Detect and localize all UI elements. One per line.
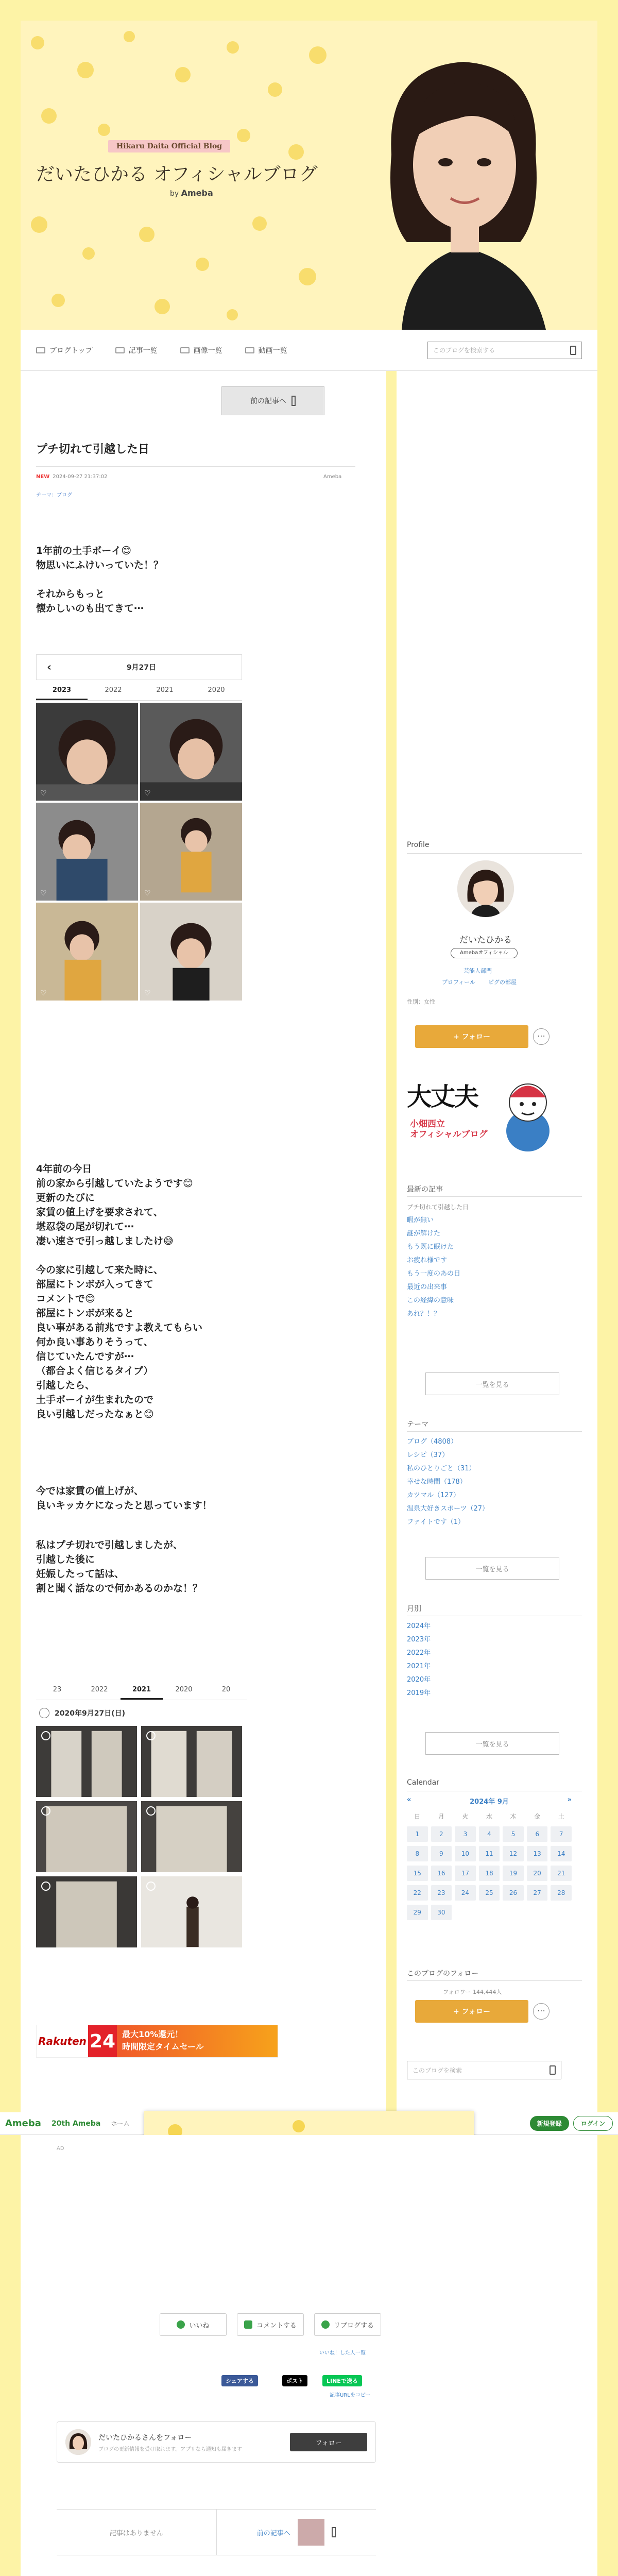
heart-icon[interactable]: ♡ — [144, 989, 151, 997]
copy-url-link[interactable]: 記事URLをコピー — [330, 2393, 371, 2398]
recent-entry-link[interactable]: もう一度のあの日 — [407, 1270, 461, 1278]
calendar-day[interactable]: 2 — [431, 1826, 452, 1842]
video-icon — [245, 347, 254, 353]
calendar-prev[interactable]: « — [407, 1796, 411, 1804]
nav-blog-top[interactable]: ブログトップ — [36, 345, 93, 355]
follow-blog-heading: このブログのフォロー — [407, 1970, 479, 1978]
calendar-day[interactable]: 1 — [407, 1826, 428, 1842]
nav-video-list[interactable]: 動画一覧 — [245, 345, 287, 355]
theme-link[interactable]: カツマル（127） — [407, 1492, 460, 1499]
memory-photo[interactable] — [140, 703, 242, 801]
weekday-label: 月 — [431, 1811, 452, 1822]
blog-by-ameba: by Ameba — [170, 188, 213, 198]
calendar-day[interactable]: 8 — [407, 1846, 428, 1861]
memory-photo[interactable] — [141, 1726, 242, 1797]
avatar[interactable] — [457, 860, 514, 917]
year-tab[interactable]: 2023 — [36, 680, 88, 700]
year-tab[interactable]: 2021 — [121, 1680, 163, 1700]
memory-photo[interactable] — [141, 1801, 242, 1872]
calendar-day[interactable]: 15 — [407, 1866, 428, 1881]
search-icon[interactable] — [550, 2065, 556, 2075]
calendar-day[interactable]: 12 — [503, 1846, 524, 1861]
calendar-day[interactable]: 10 — [455, 1846, 476, 1861]
heart-icon[interactable]: ♡ — [144, 789, 151, 798]
blog-subtitle: Hikaru Daita Official Blog — [108, 140, 230, 152]
official-blog-banner[interactable] — [407, 1072, 561, 1154]
entry-date: NEW 2024-09-27 21:37:02 — [36, 474, 108, 480]
divider — [407, 1196, 582, 1197]
heart-icon[interactable]: ♡ — [40, 789, 47, 798]
memory-header: ‹ 9月27日 — [36, 654, 242, 680]
blog-title[interactable]: だいたひかる オフィシャルブログ — [36, 164, 318, 185]
entry-title: プチ切れて引越した日 — [36, 443, 150, 456]
theme-heading: テーマ — [407, 1420, 428, 1429]
check-icon[interactable] — [41, 1882, 50, 1891]
weekday-label: 火 — [455, 1811, 476, 1822]
theme-link[interactable]: ブログ（4808） — [407, 1438, 458, 1446]
memory-photo[interactable] — [36, 1801, 137, 1872]
blog-header — [21, 21, 597, 330]
register-button[interactable]: 新規登録 — [530, 2116, 569, 2131]
prev-entry-link[interactable]: 前の記事へ — [216, 2510, 376, 2555]
follow-button-bottom[interactable]: + フォロー — [415, 2000, 528, 2023]
year-tab[interactable]: 23 — [53, 1686, 62, 1693]
entry-paragraph-4: 私はプチ切れで引越しましたが、 引越した後に 妊娠したって話は、 割と聞く話なので何かあるのかな！？ — [36, 1539, 203, 1594]
archive-heading: 月別 — [407, 1605, 421, 1613]
ameba-20th-logo[interactable]: 20th Ameba — [51, 2119, 101, 2128]
profile-name[interactable]: だいたひかる — [459, 935, 512, 945]
entry-paragraph-2: 4年前の今日 前の家から引越していたようです😊 更新のたびに 家賃の値上げを要求されて、 堪忍袋の尾が切れて⋯ 凄い速さで引っ越しましたけ😅 今の家に引越して来た時に、 部屋にトンボが入ってきて コメントで😊 部屋にトンボが来ると 良い事がある前兆ですよ教えてもらい 何か良い事ありそうって、 信じていたんですが⋯ （都合よく信じるタイプ） 引越したら、 土手ボーイが生まれたので 良い引越しだったなぁと😊 — [36, 1163, 203, 1420]
ad-number: 24 — [88, 2025, 117, 2057]
recent-entry-link[interactable]: プチ切れて引越した日 — [407, 1204, 469, 1211]
chevron-left-icon[interactable]: ‹ — [47, 660, 52, 674]
entry-paragraph-1: 1年前の土手ボーイ😊 物思いにふけいっていた！？ それからもっと 懐かしいのも出てきて⋯ — [36, 545, 164, 614]
recent-heading: 最新の記事 — [407, 1185, 443, 1194]
reblog-button[interactable]: リブログする — [314, 2313, 381, 2336]
nav-image-list[interactable]: 画像一覧 — [180, 345, 222, 355]
official-badge: Amebaオフィシャル — [451, 948, 518, 958]
calendar-day[interactable]: 19 — [503, 1866, 524, 1881]
memory-thumbnails — [36, 701, 242, 1001]
theme-list — [407, 1435, 582, 1529]
year-tab[interactable]: 2020 — [208, 686, 225, 694]
heart-icon[interactable]: ♡ — [144, 889, 151, 897]
weekday-label: 木 — [503, 1811, 524, 1822]
calendar-day[interactable]: 17 — [455, 1866, 476, 1881]
prev-entry-button-top[interactable]: 前の記事へ — [221, 386, 324, 415]
archive-more-button[interactable]: 一覧を見る — [425, 1732, 559, 1755]
check-icon[interactable] — [146, 1731, 156, 1740]
ameba-logo[interactable]: Ameba — [5, 2118, 41, 2129]
calendar-day[interactable]: 4 — [479, 1826, 500, 1842]
like-list-link[interactable]: いいね！した人一覧 — [319, 2350, 366, 2356]
x-post-button[interactable]: ポスト — [282, 2375, 307, 2386]
rakuten-logo: Rakuten — [37, 2025, 88, 2057]
memory-photo[interactable] — [140, 803, 242, 901]
sidebar-search-input[interactable]: このブログを検索 — [407, 2061, 561, 2079]
profile-stats: 性別：女性 — [407, 998, 435, 1005]
calendar-heading: Calendar — [407, 1778, 439, 1787]
archive-link[interactable]: 2019年 — [407, 1689, 431, 1697]
memory-photo[interactable] — [36, 903, 138, 1001]
header-portrait-photo — [330, 21, 597, 330]
memory-photo[interactable] — [36, 803, 138, 901]
recent-entry-link[interactable]: 暇が無い — [407, 1216, 434, 1224]
prev-next-navigation — [57, 2509, 376, 2555]
calendar-day[interactable]: 9 — [431, 1846, 452, 1861]
entry-meta-right: Ameba — [323, 474, 342, 480]
facebook-share-button[interactable]: シェアする — [221, 2375, 258, 2386]
list-icon — [115, 347, 125, 353]
follower-count: フォロワー 144,444人 — [443, 1989, 502, 1995]
calendar-day[interactable]: 18 — [479, 1866, 500, 1881]
calendar-day[interactable]: 22 — [407, 1885, 428, 1901]
follow-card-desc: ブログの更新情報を受け取れます。アプリなら通知も届きます — [98, 2446, 242, 2452]
phone-icon — [332, 2527, 336, 2537]
theme-link[interactable]: 幸せな時間（178） — [407, 1478, 467, 1486]
theme-link[interactable]: 私のひとりごと（31） — [407, 1465, 476, 1472]
year-tabs — [36, 1680, 247, 1700]
weekday-label: 水 — [479, 1811, 500, 1822]
radio-icon[interactable] — [39, 1708, 49, 1718]
calendar-day[interactable]: 28 — [551, 1885, 572, 1901]
divider — [407, 1980, 582, 1981]
calendar-day[interactable]: 14 — [551, 1846, 572, 1861]
heart-icon[interactable]: ♡ — [40, 989, 47, 997]
calendar — [407, 1796, 572, 1920]
calendar-grid — [407, 1811, 572, 1920]
search-icon[interactable] — [570, 346, 576, 355]
recent-entry-link[interactable]: もう既に眠けた — [407, 1243, 454, 1251]
pig-room-link[interactable]: ピグの部屋 — [488, 979, 517, 986]
line-share-button[interactable]: LINEで送る — [322, 2375, 362, 2386]
theme-link[interactable]: 温泉大好きスポーツ（27） — [407, 1505, 489, 1513]
theme-link[interactable]: レシピ（37） — [407, 1451, 449, 1459]
ad-text: 最大10%還元！ 時間限定タイムセール — [117, 2025, 278, 2057]
image-icon — [180, 347, 190, 353]
memory-photo[interactable] — [36, 1726, 137, 1797]
memory-photo[interactable] — [140, 903, 242, 1001]
calendar-day[interactable]: 29 — [407, 1905, 428, 1920]
calendar-day[interactable]: 11 — [479, 1846, 500, 1861]
calendar-day[interactable]: 23 — [431, 1885, 452, 1901]
year-tab[interactable]: 20 — [221, 1686, 231, 1693]
memory-photo[interactable] — [36, 1876, 137, 1947]
like-button[interactable]: いいね — [160, 2313, 227, 2336]
weekday-label: 金 — [527, 1811, 548, 1822]
theme-more-button[interactable]: 一覧を見る — [425, 1557, 559, 1580]
memory-widget-2 — [36, 1680, 247, 1947]
profile-link[interactable]: プロフィール — [442, 979, 475, 986]
archive-link[interactable]: 2022年 — [407, 1649, 431, 1657]
calendar-day[interactable]: 30 — [431, 1905, 452, 1920]
comment-button[interactable]: コメントする — [237, 2313, 304, 2336]
prev-entry-thumbnail — [298, 2519, 324, 2546]
banner-subtitle: 小畑西立 オフィシャルブログ — [410, 1119, 488, 1140]
home-icon — [36, 347, 45, 353]
calendar-day[interactable]: 6 — [527, 1826, 548, 1842]
blog-search-input[interactable]: このブログを検索する — [427, 342, 582, 359]
entry-theme-link[interactable]: テーマ：ブログ — [36, 493, 72, 498]
calendar-next[interactable]: » — [567, 1796, 572, 1804]
archive-link[interactable]: 2023年 — [407, 1636, 431, 1643]
calendar-month: « 2024年 9月 » — [407, 1796, 572, 1806]
archive-link[interactable]: 2024年 — [407, 1622, 431, 1630]
calendar-day[interactable]: 13 — [527, 1846, 548, 1861]
banner-character — [502, 1074, 554, 1151]
calendar-day[interactable]: 20 — [527, 1866, 548, 1881]
check-icon[interactable] — [146, 1806, 156, 1816]
recent-entry-link[interactable]: あれ？！？ — [407, 1310, 441, 1318]
calendar-day[interactable]: 7 — [551, 1826, 572, 1842]
login-button[interactable]: ログイン — [573, 2116, 613, 2131]
reblog-icon — [321, 2320, 330, 2329]
weekday-label: 土 — [551, 1811, 572, 1822]
recent-entry-link[interactable]: お疲れ様です — [407, 1257, 448, 1264]
year-tab[interactable]: 2021 — [156, 686, 174, 694]
memory-thumbnails — [36, 1726, 242, 1947]
calendar-day[interactable]: 3 — [455, 1826, 476, 1842]
archive-link[interactable]: 2020年 — [407, 1676, 431, 1684]
year-tab[interactable]: 2022 — [105, 686, 122, 694]
recent-entry-link[interactable]: 謎が解けた — [407, 1230, 441, 1238]
entry-paragraph-3: 今では家賃の値上げが、 良いキッカケになったと思っています！ — [36, 1485, 212, 1511]
calendar-day[interactable]: 5 — [503, 1826, 524, 1842]
calendar-day[interactable]: 27 — [527, 1885, 548, 1901]
calendar-day[interactable]: 25 — [479, 1885, 500, 1901]
calendar-day[interactable]: 24 — [455, 1885, 476, 1901]
recent-entry-link[interactable]: 最近の出来事 — [407, 1283, 448, 1291]
recent-more-button[interactable]: 一覧を見る — [425, 1372, 559, 1395]
calendar-day[interactable]: 26 — [503, 1885, 524, 1901]
more-options-button[interactable]: ⋯ — [533, 1028, 550, 1045]
profile-heading: Profile — [407, 841, 430, 849]
rank-link[interactable]: 芸能人部門 — [464, 968, 492, 974]
year-tab[interactable]: 2022 — [91, 1686, 108, 1693]
check-icon[interactable] — [41, 1731, 50, 1740]
weekday-label: 日 — [407, 1811, 428, 1822]
more-options-button[interactable]: ⋯ — [533, 2003, 550, 2020]
ad-label: AD — [57, 2146, 64, 2151]
nav-entry-list[interactable]: 記事一覧 — [115, 345, 158, 355]
rakuten-ad-banner[interactable] — [36, 2025, 278, 2058]
divider — [36, 466, 355, 467]
follow-card — [57, 2421, 376, 2463]
next-entry-none: 記事はありません — [109, 2529, 163, 2537]
heart-icon[interactable]: ♡ — [40, 889, 47, 897]
banner-title: 大丈夫 — [407, 1082, 478, 1111]
follow-card-title: だいたひかるさんをフォロー — [98, 2433, 192, 2442]
divider — [407, 1431, 582, 1432]
check-icon[interactable] — [41, 1806, 50, 1816]
breadcrumb[interactable]: ホーム — [111, 2120, 130, 2127]
phone-icon — [291, 396, 296, 406]
recent-entries-list — [407, 1200, 582, 1321]
year-tabs — [36, 680, 242, 701]
like-icon — [177, 2320, 185, 2329]
blog-nav — [21, 330, 597, 371]
memory-photo[interactable] — [141, 1876, 242, 1947]
year-tab[interactable]: 2020 — [175, 1686, 193, 1693]
memory-date-row[interactable]: 2020年9月27日(日) — [36, 1700, 247, 1726]
check-icon[interactable] — [146, 1882, 156, 1891]
avatar[interactable] — [65, 2429, 91, 2455]
follow-button[interactable]: + フォロー — [415, 1025, 528, 1048]
recent-entry-link[interactable]: この経緯の意味 — [407, 1297, 454, 1304]
memory-widget-1 — [36, 654, 242, 1001]
archive-link[interactable]: 2021年 — [407, 1663, 431, 1670]
reaction-buttons — [160, 2313, 381, 2336]
memory-photo[interactable] — [36, 703, 138, 801]
comment-icon — [244, 2320, 252, 2329]
theme-link[interactable]: ファイトです（1） — [407, 1518, 465, 1526]
archive-list — [407, 1620, 582, 1700]
follow-card-button[interactable]: フォロー — [290, 2433, 367, 2451]
divider — [407, 853, 582, 854]
calendar-day[interactable]: 21 — [551, 1866, 572, 1881]
calendar-day[interactable]: 16 — [431, 1866, 452, 1881]
